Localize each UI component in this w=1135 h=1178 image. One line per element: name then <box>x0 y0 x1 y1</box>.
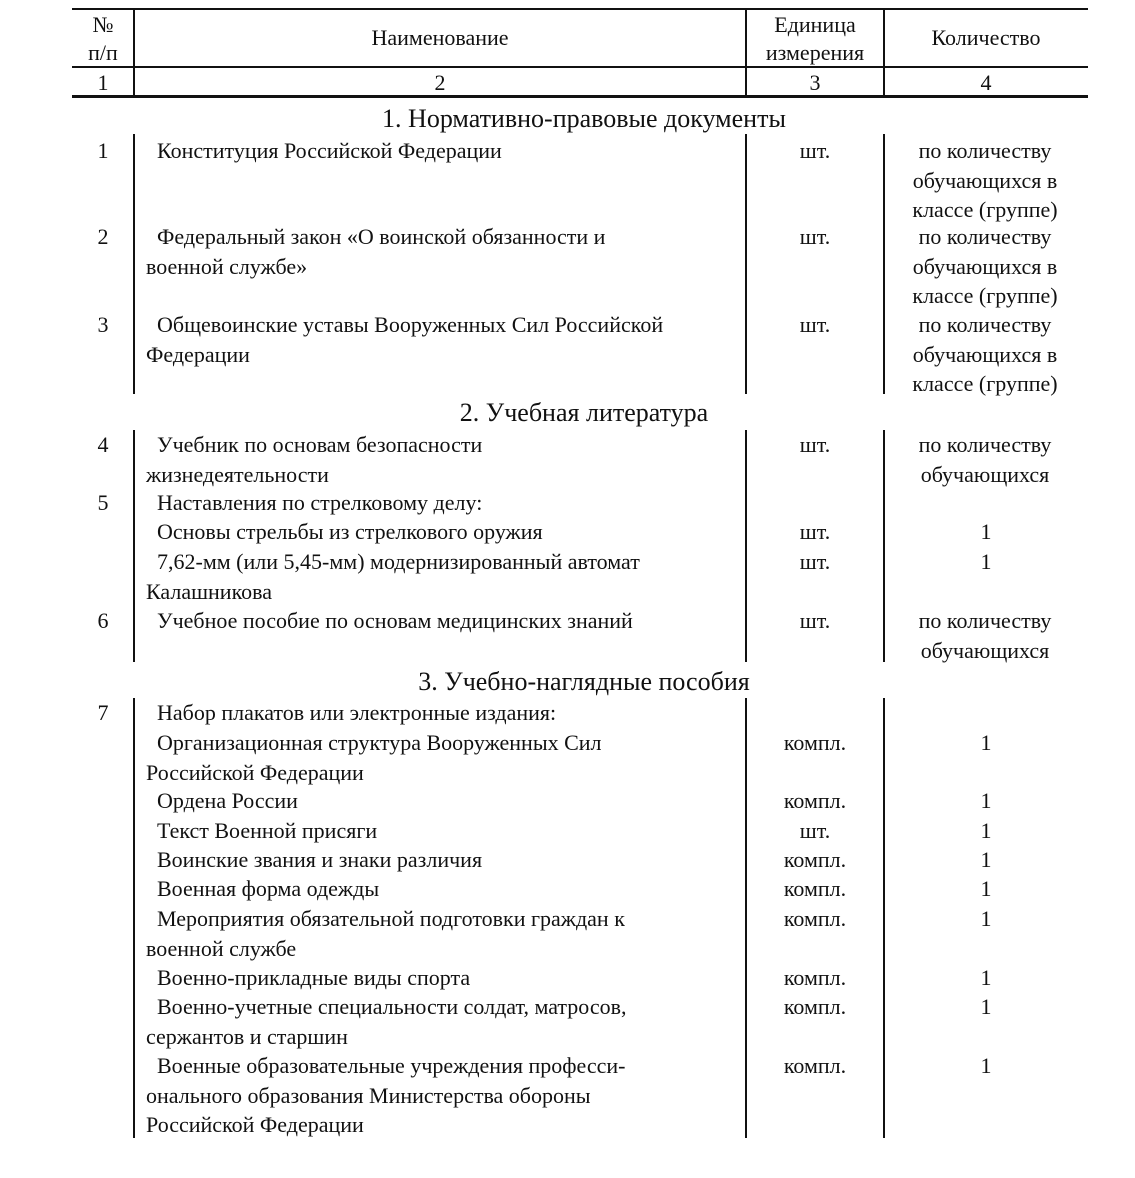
item-name: Текст Военной присяги <box>146 818 378 843</box>
unit-of-measure: шт. <box>799 608 831 633</box>
item-name: Военно-учетные специальности солдат, матросов, <box>146 994 627 1019</box>
quantity: обучающихся <box>920 461 1050 487</box>
item-name: Военные образовательные учреждения професси- <box>146 1053 626 1078</box>
section-title: 2. Учебная литература <box>459 398 709 427</box>
row-number: 4 <box>97 432 109 457</box>
unit-of-measure: компл. <box>783 847 847 872</box>
item-name: Основы стрельбы из стрелкового оружия <box>146 519 543 544</box>
unit-of-measure: шт. <box>799 519 831 544</box>
quantity: по количеству <box>918 224 1052 249</box>
quantity: 1 <box>980 994 992 1019</box>
column-divider <box>883 134 885 394</box>
item-name: Мероприятия обязательной подготовки граждан к <box>146 906 625 931</box>
item-name: военной службе <box>146 935 297 961</box>
quantity: обучающихся в <box>912 253 1058 279</box>
column-divider <box>133 134 135 394</box>
header-name: Наименование <box>371 25 509 50</box>
row-number: 2 <box>97 224 109 249</box>
unit-of-measure: компл. <box>783 994 847 1019</box>
item-name: Военная форма одежды <box>146 876 380 901</box>
header-unit-line-1: Единица <box>774 12 856 37</box>
section-title: 1. Нормативно-правовые документы <box>382 104 786 133</box>
quantity: классе (группе) <box>912 197 1058 222</box>
item-name: военной службе» <box>146 253 308 279</box>
unit-of-measure: шт. <box>799 312 831 337</box>
unit-of-measure: компл. <box>783 788 847 813</box>
unit-of-measure: компл. <box>783 965 847 990</box>
unit-of-measure: компл. <box>783 906 847 931</box>
item-name: онального образования Министерства обороны <box>146 1082 591 1108</box>
index-col-4: 4 <box>980 70 992 95</box>
unit-of-measure: компл. <box>783 876 847 901</box>
column-divider <box>745 134 747 394</box>
quantity: 1 <box>980 847 992 872</box>
index-col-2: 2 <box>434 70 446 95</box>
quantity: 1 <box>980 906 992 931</box>
header-num-line-1: № <box>92 12 114 37</box>
column-divider <box>133 698 135 1138</box>
item-name: Воинские звания и знаки различия <box>146 847 483 872</box>
item-name: Наставления по стрелковому делу: <box>146 490 483 515</box>
item-name: Конституция Российской Федерации <box>146 138 502 163</box>
unit-of-measure: компл. <box>783 1053 847 1078</box>
quantity: 1 <box>980 876 992 901</box>
quantity: обучающихся <box>920 637 1050 663</box>
item-name: Учебное пособие по основам медицинских знаний <box>146 608 633 633</box>
index-col-3: 3 <box>809 70 821 95</box>
row-number: 3 <box>97 312 109 337</box>
quantity: 1 <box>980 1053 992 1078</box>
quantity: обучающихся в <box>912 341 1058 367</box>
index-col-1: 1 <box>97 70 109 95</box>
row-number: 1 <box>97 138 109 163</box>
quantity: 1 <box>980 965 992 990</box>
quantity: по количеству <box>918 608 1052 633</box>
item-name: 7,62-мм (или 5,45-мм) модернизированный автомат <box>146 549 640 574</box>
header-num-line-2: п/п <box>88 40 118 65</box>
quantity: 1 <box>980 519 992 544</box>
unit-of-measure: шт. <box>799 138 831 163</box>
unit-of-measure: компл. <box>783 730 847 755</box>
row-number: 7 <box>97 700 109 725</box>
quantity: 1 <box>980 730 992 755</box>
item-name: Общевоинские уставы Вооруженных Сил Российской <box>146 312 664 337</box>
header-qty: Количество <box>931 25 1041 50</box>
item-name: Организационная структура Вооруженных Сил <box>146 730 602 755</box>
unit-of-measure: шт. <box>799 549 831 574</box>
row-number: 6 <box>97 608 109 633</box>
quantity: 1 <box>980 549 992 574</box>
quantity: 1 <box>980 818 992 843</box>
item-name: Российской Федерации <box>146 759 364 785</box>
table-top-border <box>72 8 1088 10</box>
quantity: по количеству <box>918 138 1052 163</box>
section-title: 3. Учебно-наглядные пособия <box>418 667 750 696</box>
quantity: классе (группе) <box>912 371 1058 396</box>
quantity: классе (группе) <box>912 283 1058 308</box>
quantity: 1 <box>980 788 992 813</box>
item-name: Калашникова <box>146 578 273 604</box>
item-name: Федеральный закон «О воинской обязанности и <box>146 224 606 249</box>
item-name: Российской Федерации <box>146 1112 364 1137</box>
quantity: по количеству <box>918 312 1052 337</box>
quantity: обучающихся в <box>912 167 1058 193</box>
item-name: Ордена России <box>146 788 298 813</box>
item-name: Учебник по основам безопасности <box>146 432 483 457</box>
item-name: Набор плакатов или электронные издания: <box>146 700 557 725</box>
unit-of-measure: шт. <box>799 432 831 457</box>
item-name: сержантов и старшин <box>146 1023 348 1049</box>
item-name: Военно-прикладные виды спорта <box>146 965 471 990</box>
item-name: жизнедеятельности <box>146 461 329 487</box>
unit-of-measure: шт. <box>799 818 831 843</box>
quantity: по количеству <box>918 432 1052 457</box>
row-number: 5 <box>97 490 109 515</box>
header-unit-line-2: измерения <box>765 40 865 65</box>
item-name: Федерации <box>146 341 250 367</box>
unit-of-measure: шт. <box>799 224 831 249</box>
